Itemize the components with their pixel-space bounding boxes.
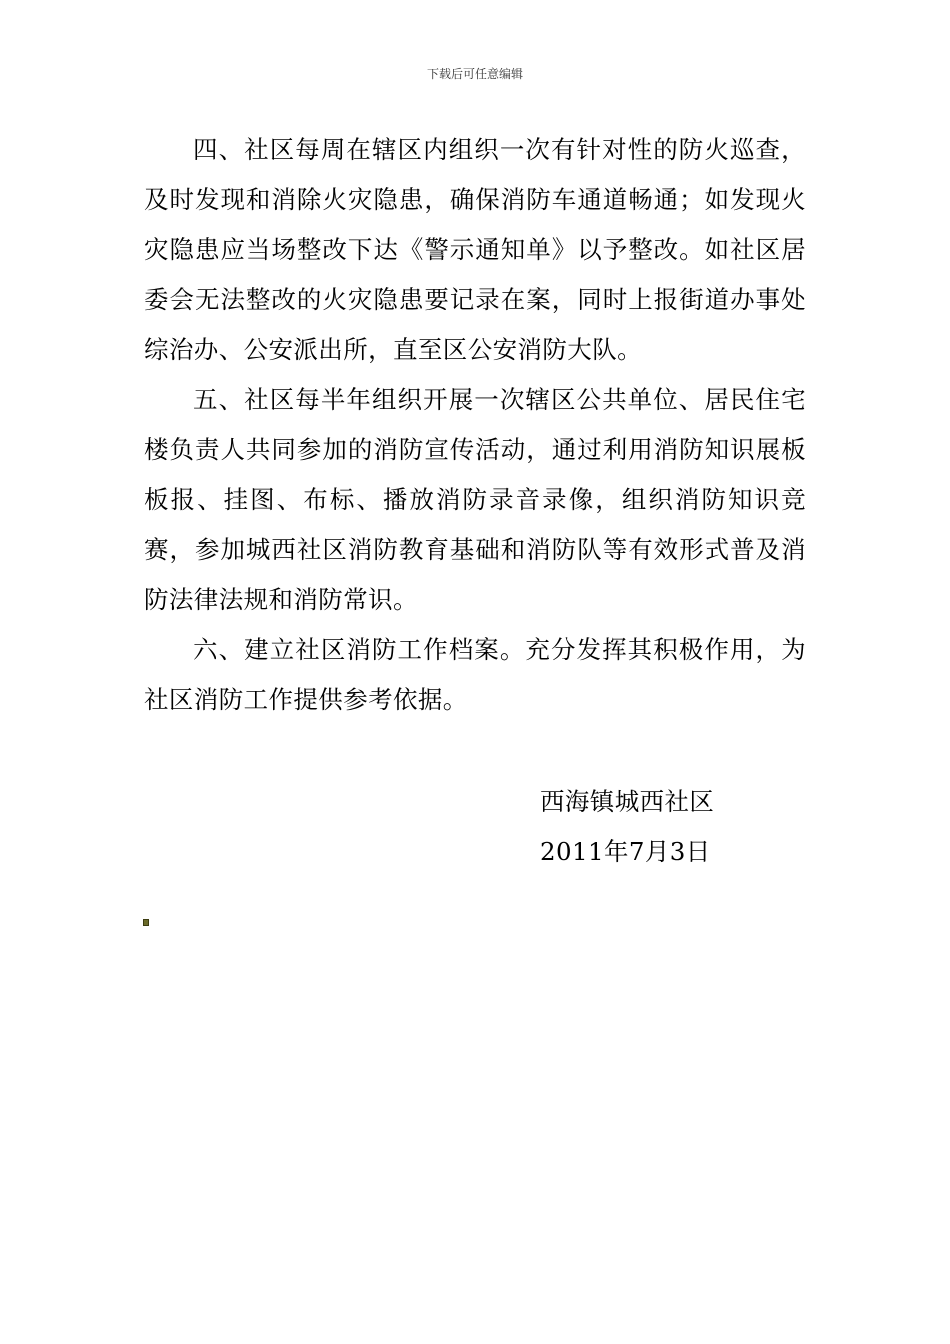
paragraph-item-six: 六、建立社区消防工作档案。充分发挥其积极作用，为社区消防工作提供参考依据。 [144,635,806,714]
signature-organization: 西海镇城西社区 [540,787,715,816]
document-body [144,125,806,725]
paragraph-item-five: 五、社区每半年组织开展一次辖区公共单位、居民住宅楼负责人共同参加的消防宣传活动，通过利用消防知识展板板报、挂图、布标、播放消防录音录像，组织消防知识竞赛，参加城西社区消防教育基础和消防队等有效形式普及消防法律法规和消防常识。 [144,385,806,614]
paragraph-item-four: 四、社区每周在辖区内组织一次有针对性的防火巡查，及时发现和消除火灾隐患，确保消防车通道畅通；如发现火灾隐患应当场整改下达《警示通知单》以予整改。如社区居委会无法整改的火灾隐患要记录在案，同时上报街道办事处综治办、公安派出所，直至区公安消防大队。 [144,135,806,364]
page-header-note: 下载后可任意编辑 [426,67,523,81]
signature-date: 2011年7月3日 [540,837,711,866]
anchor-marker-icon [143,919,149,926]
signature-block [540,777,714,877]
